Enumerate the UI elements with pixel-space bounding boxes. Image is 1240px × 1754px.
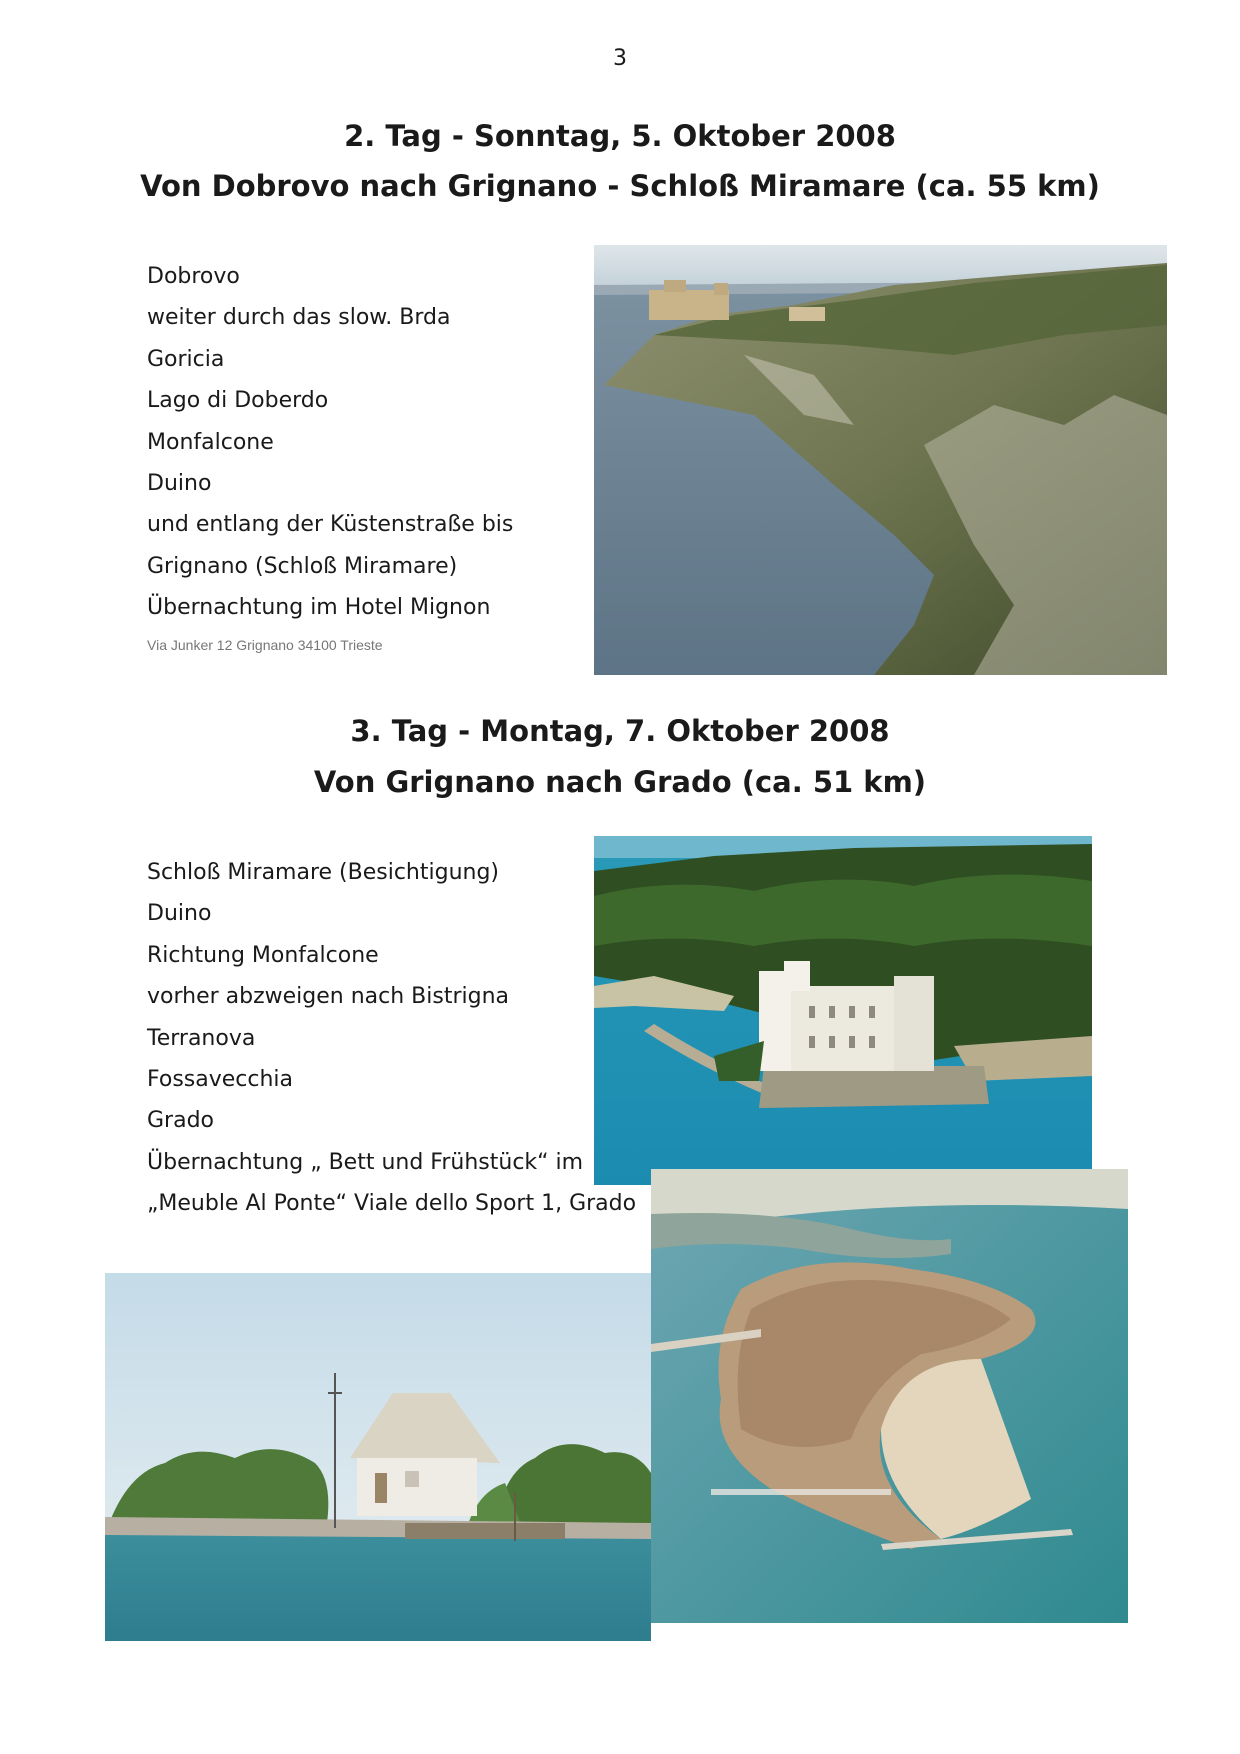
day3-route-title: Von Grignano nach Grado (ca. 51 km)	[313, 765, 927, 799]
page-number: 3	[613, 46, 627, 71]
day2-route-title: Von Dobrovo nach Grignano - Schloß Miramare (ca. 55 km)	[140, 169, 1100, 203]
list-item: Schloß Miramare (Besichtigung)	[147, 860, 500, 885]
list-item: Goricia	[147, 346, 225, 372]
list-item: Dobrovo	[147, 264, 240, 289]
list-item: Monfalcone	[147, 429, 274, 455]
day2-heading: 2. Tag - Sonntag, 5. Oktober 2008	[344, 119, 896, 153]
duino-cliffs-photo	[594, 245, 1167, 675]
list-item: Fossavecchia	[147, 1066, 294, 1092]
list-item: und entlang der Küstenstraße bis	[147, 512, 514, 538]
list-item: Terranova	[147, 1025, 256, 1051]
list-item: Übernachtung „ Bett und Frühstück“ im	[147, 1149, 584, 1175]
day2-stop-list	[147, 261, 513, 634]
list-item: „Meuble Al Ponte“ Viale dello Sport 1, Grado	[147, 1191, 637, 1217]
day3-stop-list	[147, 857, 636, 1230]
day3-heading: 3. Tag - Montag, 7. Oktober 2008	[350, 714, 890, 748]
list-item: Übernachtung im Hotel Mignon	[147, 595, 491, 621]
list-item: vorher abzweigen nach Bistrigna	[147, 984, 510, 1010]
list-item: Richtung Monfalcone	[147, 942, 379, 968]
grado-aerial-photo	[651, 1169, 1128, 1623]
list-item: Grignano (Schloß Miramare)	[147, 553, 458, 579]
list-item: weiter durch das slow. Brda	[147, 305, 451, 331]
miramare-castle-photo	[594, 836, 1092, 1185]
hotel-address: Via Junker 12 Grignano 34100 Trieste	[147, 637, 383, 653]
list-item: Lago di Doberdo	[147, 388, 329, 414]
list-item: Duino	[147, 901, 212, 927]
lagoon-hut-photo	[105, 1273, 651, 1641]
list-item: Duino	[147, 470, 212, 496]
list-item: Grado	[147, 1108, 214, 1134]
